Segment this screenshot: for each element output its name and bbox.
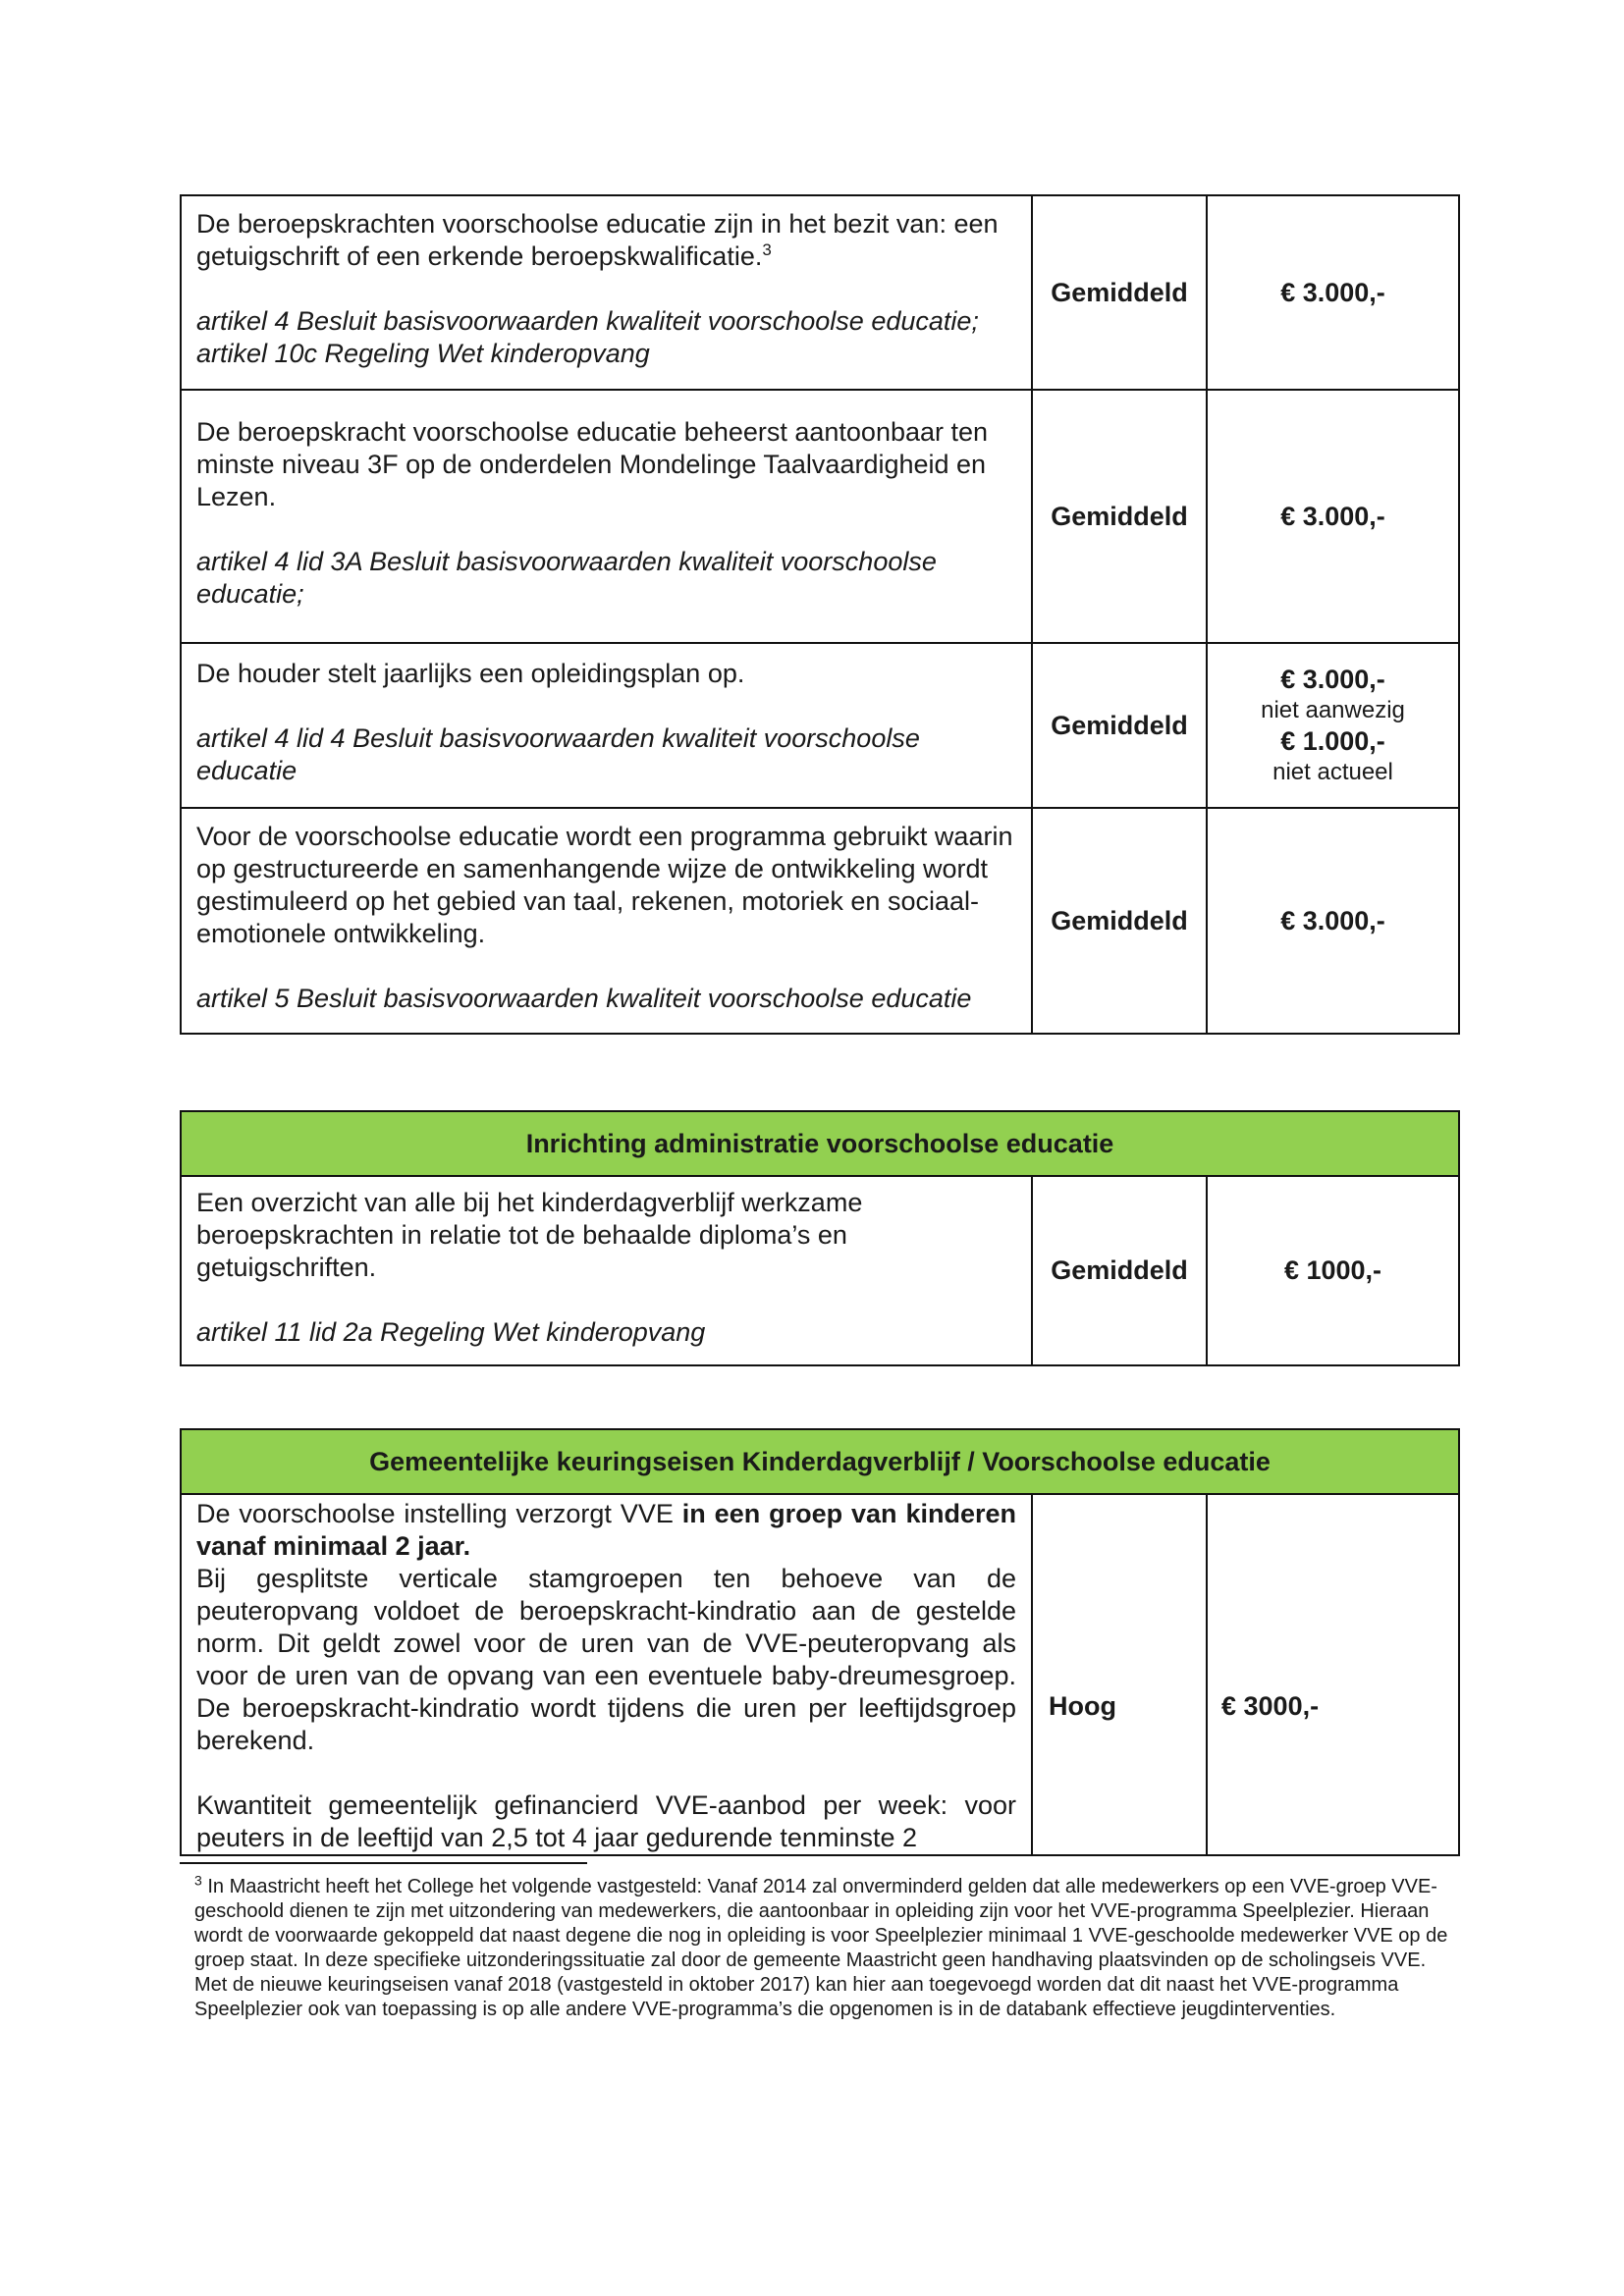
section-header: Gemeentelijke keuringseisen Kinderdagverblijf / Voorschoolse educatie (181, 1429, 1459, 1494)
requirement-cell (181, 195, 1032, 390)
severity-cell: Gemiddeld (1032, 390, 1207, 643)
footnote-text: Met de nieuwe keuringseisen vanaf 2018 (vastgesteld in oktober 2017) kan hier aan toegevoegd worden dat dit naast het VVE-programma Speelplezier ook van toepassing is op alle andere VVE-programma’s die opgenomen is in de databank effectieve jeugdinterventies. (194, 1974, 1399, 2020)
table-row (181, 1176, 1459, 1365)
severity-cell: Hoog (1032, 1494, 1207, 1855)
table-header-row (181, 1111, 1459, 1176)
requirement-text: Een overzicht van alle bij het kinderdagverblijf werkzame beroepskrachten in relatie tot de behaalde diploma’s en getuigschriften. (196, 1187, 863, 1282)
section-header: Inrichting administratie voorschoolse educatie (181, 1111, 1459, 1176)
requirements-table (180, 194, 1460, 1035)
fine-cell: € 3.000,- (1207, 195, 1459, 390)
fine-amount: € 1.000,- (1280, 726, 1385, 756)
fine-condition: niet aanwezig (1261, 697, 1405, 723)
requirement-text: De beroepskrachten voorschoolse educatie zijn in het bezit van: een getuigschrift of een erkende beroepskwalificatie.$^3$ (196, 209, 999, 271)
footnote-ref: 3 (762, 240, 772, 259)
table-row (181, 1494, 1459, 1855)
requirement-text: Bij gesplitste verticale stamgroepen ten behoeve van de peuteropvang voldoet de beroepskracht-kindratio aan de gestelde norm. Dit geldt zowel voor de uren van de VVE-peuteropvang als voor de uren van de opvang van een eventuele baby-dreumesgroep. De beroepskracht-kindratio wordt tijdens die uren per leeftijdsgroep berekend. (196, 1564, 1016, 1755)
legal-reference: artikel 11 lid 2a Regeling Wet kinderopvang (196, 1316, 706, 1347)
requirement-text: Voor de voorschoolse educatie wordt een programma gebruikt waarin op gestructureerde en samenhangende wijze de ontwikkeling wordt gestimuleerd op het gebied van taal, rekenen, motoriek en sociaal-emotionele ontwikkeling. (196, 821, 1013, 948)
requirement-cell (181, 390, 1032, 643)
table-row (181, 808, 1459, 1034)
table-row (181, 195, 1459, 390)
requirement-text: De voorschoolse instelling verzorgt VVE in een groep van kinderen vanaf minimaal 2 jaar. (196, 1499, 1016, 1561)
fine-cell (1207, 643, 1459, 808)
footnote-text: $^3$ In Maastricht heeft het College het volgende vastgesteld: Vanaf 2014 zal onverminderd gelden dat alle medewerkers op een VVE-groep VVE-geschoold dienen te zijn met uitzondering van medewerkers, die aantoonbaar in opleiding zijn voor het VVE-programma Speelplezier. Hieraan wordt de voorwaarde gekoppeld dat naast degene die nog in opleiding is voor Speelplezier minimaal 1 VVE-geschoolde medewerker VVE op de groep staat. In deze specifieke uitzonderingssituatie zal door de gemeente Maastricht geen handhaving plaatsvinden op de scholingseis VVE. (194, 1872, 1448, 1971)
fine-cell: € 1000,- (1207, 1176, 1459, 1365)
fine-cell: € 3.000,- (1207, 808, 1459, 1034)
table-row (181, 390, 1459, 643)
requirement-cell (181, 808, 1032, 1034)
legal-reference: artikel 4 Besluit basisvoorwaarden kwaliteit voorschoolse educatie; artikel 10c Regeling Wet kinderopvang (196, 306, 979, 368)
municipal-requirements-table (180, 1428, 1460, 1856)
requirement-text: De beroepskracht voorschoolse educatie beheerst aantoonbaar ten minste niveau 3F op de onderdelen Mondelinge Taalvaardigheid en Lezen. (196, 416, 989, 511)
fine-amount: € 3.000,- (1280, 665, 1385, 694)
administration-table (180, 1110, 1460, 1366)
requirement-text: De houder stelt jaarlijks een opleidingsplan op. (196, 658, 745, 688)
severity-cell: Gemiddeld (1032, 808, 1207, 1034)
requirement-cell (181, 1176, 1032, 1365)
footnote-mark: 3 (194, 1872, 202, 1889)
requirement-cell (181, 643, 1032, 808)
legal-reference: artikel 5 Besluit basisvoorwaarden kwaliteit voorschoolse educatie (196, 983, 972, 1013)
footnote (194, 1872, 1453, 2022)
requirement-text: Kwantiteit gemeentelijk gefinancierd VVE-aanbod per week: voor peuters in de leeftijd van 2,5 tot 4 jaar gedurende tenminste 2 (196, 1790, 1016, 1852)
legal-reference: artikel 4 lid 3A Besluit basisvoorwaarden kwaliteit voorschoolse educatie; (196, 546, 937, 609)
footnote-divider (180, 1862, 587, 1864)
fine-condition: niet actueel (1272, 759, 1393, 785)
severity-cell: Gemiddeld (1032, 1176, 1207, 1365)
table-header-row (181, 1429, 1459, 1494)
severity-cell: Gemiddeld (1032, 643, 1207, 808)
requirement-cell (181, 1494, 1032, 1855)
table-row (181, 643, 1459, 808)
fine-cell: € 3.000,- (1207, 390, 1459, 643)
severity-cell: Gemiddeld (1032, 195, 1207, 390)
fine-cell: € 3000,- (1207, 1494, 1459, 1855)
legal-reference: artikel 4 lid 4 Besluit basisvoorwaarden kwaliteit voorschoolse educatie (196, 722, 920, 785)
